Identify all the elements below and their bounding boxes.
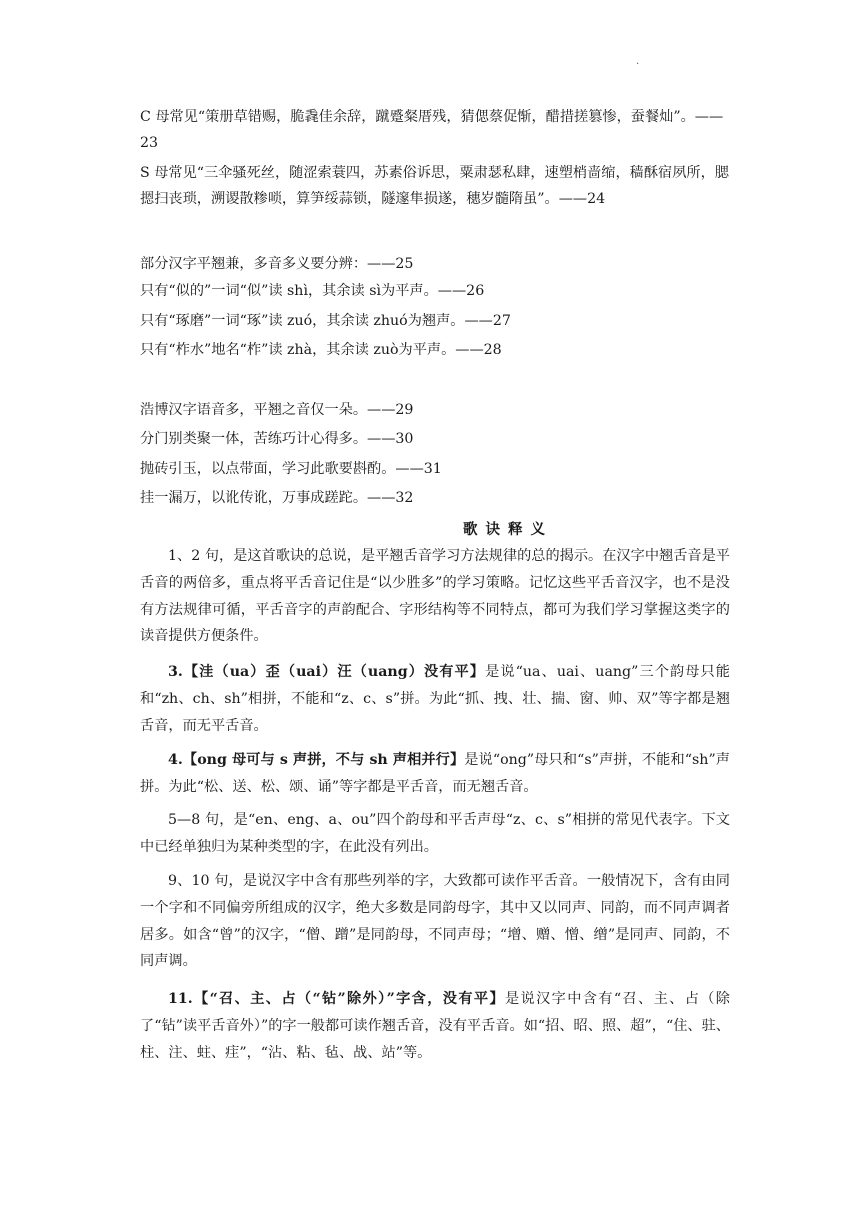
verse-29: 浩博汉字语音多，平翘之音仅一朵。——29 [140,402,414,418]
verse-32: 挂一漏万，以讹传讹，万事成蹉跎。——32 [140,490,414,506]
paragraph-1-text: 1、2 句，是这首歌诀的总说，是平翘舌音学习方法规律的总的揭示。在汉字中翘舌音是平舌音的两倍多，重点将平舌音记住是“以少胜多”的学习策略。记忆这些平舌音汉字，也不是没有方法规律可循，平舌音字的声韵配合、字形结构等不同特点，都可为我们学习掌握这类字的读音提供方便条件。 [140,548,730,645]
paragraph-4-heading: 4.【ong 母可与 s 声拼，不与 sh 声相并行】 [168,752,465,768]
paragraph-3-heading: 3.【洼（ua）歪（uai）汪（uang）没有平】 [168,664,486,680]
verse-28: 只有“柞水”地名“柞”读 zhà，其余读 zuò为平声。——28 [140,342,502,358]
paragraph-5-8 [140,807,730,861]
paragraph-3-text: 是说“ua、uai、uang”三个韵母只能和“zh、ch、sh”相拼，不能和“z、c、s”拼。为此“抓、拽、壮、揣、窗、帅、双”等字都是翘舌音，而无平舌音。 [140,664,730,734]
paragraph-9-10 [140,868,730,975]
paragraph-11 [140,986,730,1066]
paragraph-4 [140,747,730,801]
section-title: 歌诀释义 [463,521,553,538]
verse-23: C 母常见“策册草错赐，脆毳佳余辞，蹴蹙粲厝残，猜偲蔡促惭，醋措搓篡惨，蚕餐灿”。——23 [140,109,724,151]
paragraph-5-8-text: 5—8 句，是“en、eng、a、ou”四个韵母和平舌声母“z、c、s”相拼的常见代表字。下文中已经单独归为某种类型的字，在此没有列出。 [140,812,730,855]
verse-30: 分门别类聚一体，苦练巧计心得多。——30 [140,431,414,447]
verse-27: 只有“琢磨”一词“琢”读 zuó，其余读 zhuó为翘声。——27 [140,313,511,329]
paragraph-3 [140,659,730,739]
paragraph-1 [140,543,730,650]
verse-25: 部分汉字平翘兼，多音多义要分辨：——25 [140,256,414,272]
verse-26: 只有“似的”一词“似”读 shì，其余读 sì为平声。——26 [140,283,485,299]
paragraph-11-heading: 11.【“召、主、占（“钻”除外）”字含，没有平】 [168,991,505,1007]
verse-24: S 母常见“三伞骚死丝，随涩索蓑四，苏素俗诉思，粟肃瑟私肆，速塑梢啬缩，穑酥宿夙所，腮摁扫丧琐，溯谡散糁唢，算笋绥蒜锁，隧邃隼损遂，穗岁髓隋虽”。——24 [140,165,729,207]
paragraph-4-text: 是说“ong”母只和“s”声拼，不能和“sh”声拼。为此“松、送、松、颂、诵”等字都是平舌音，而无翘舌音。 [140,752,730,795]
top-mark: . [636,56,640,67]
verse-31: 抛砖引玉，以点带面，学习此歌要斟酌。——31 [140,461,442,477]
paragraph-9-10-text: 9、10 句，是说汉字中含有那些列举的字，大致都可读作平舌音。一般情况下，含有由同一个字和不同偏旁所组成的汉字，绝大多数是同韵母字，其中又以同声、同韵，而不同声调者居多。如含“曾”的汉字，“僧、蹭”是同韵母，不同声母；“增、赠、憎、缯”是同声、同韵，不同声调。 [140,873,730,970]
paragraph-11-text: 是说汉字中含有“召、主、占（除了“钻”读平舌音外）”的字一般都可读作翘舌音，没有平舌音。如“招、昭、照、超”，“住、驻、柱、注、蛀、疰”，“沾、粘、毡、战、站”等。 [140,991,730,1061]
